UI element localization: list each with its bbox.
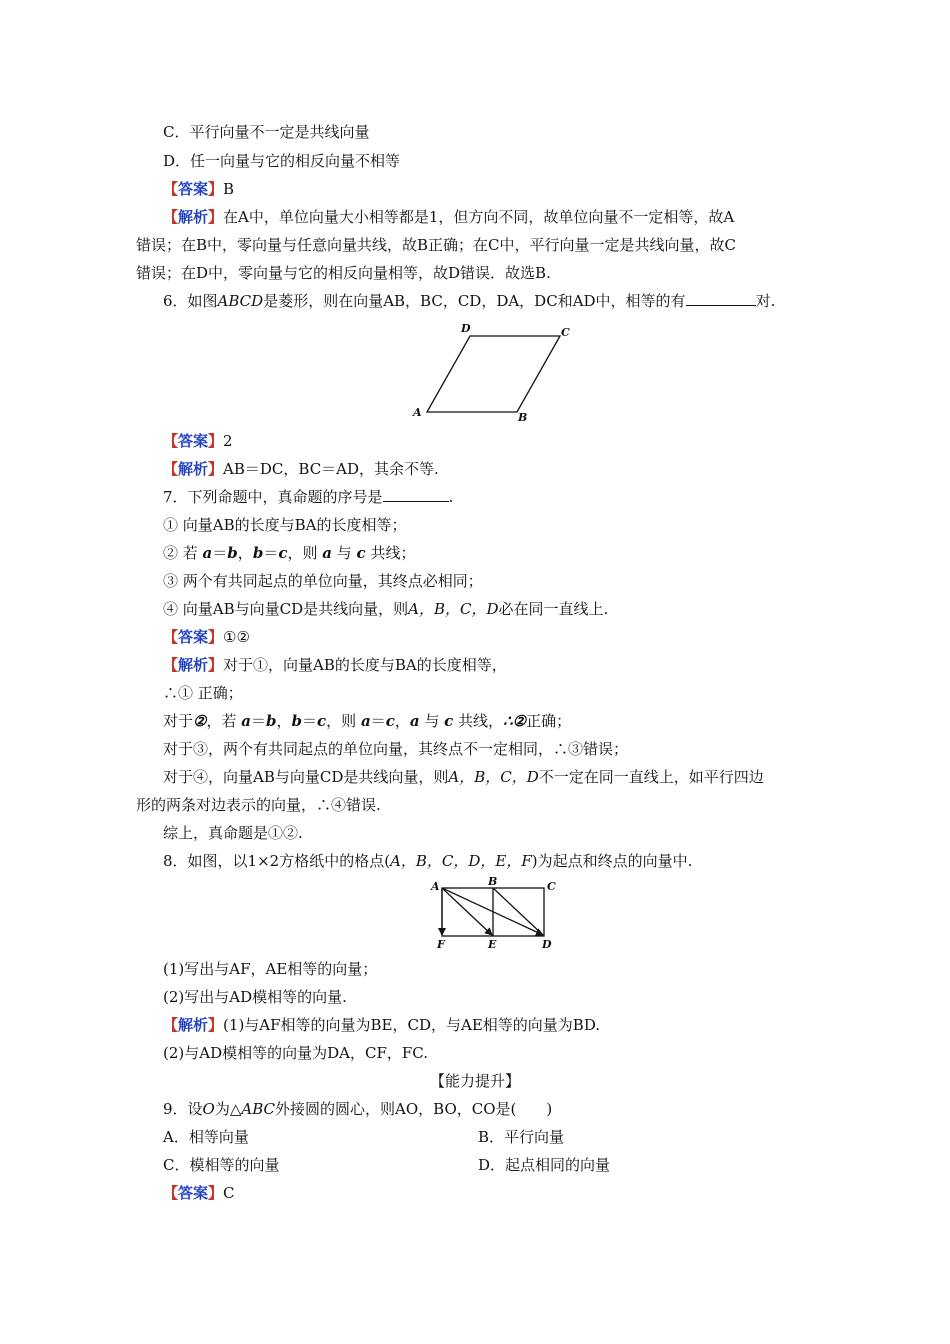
q7-analysis-5: 对于④，向量AB与向量CD是共线向量，则A，B，C，D不一定在同一直线上，如平行四边 [163,768,764,786]
q7-prop-1: ① 向量AB的长度与BA的长度相等； [163,516,407,534]
grid-figure [425,876,560,952]
q5-option-d: D．任一向量与它的相反向量不相等 [163,152,401,170]
q9-option-a: A．相等向量 [163,1128,249,1146]
q9-option-c: C．模相等的向量 [163,1156,280,1174]
grid-label-f: F [437,938,445,951]
q7-prop-3: ③ 两个有共同起点的单位向量，其终点必相同； [163,572,483,590]
q5-analysis-line-2: 错误；在B中，零向量与任意向量共线，故B正确；在C中，平行向量一定是共线向量，故C [136,236,737,254]
q6-analysis: 【解析】AB＝DC，BC＝AD，其余不等. [163,460,439,478]
q9-stem: 9．设O为△ABC外接圆的圆心，则AO，BO，CO是( ) [163,1100,553,1118]
rhombus-label-d: D [461,322,471,335]
q7-analysis-4: 对于③，两个有共同起点的单位向量，其终点不一定相同，∴③错误； [163,740,629,758]
section-heading: 【能力提升】 [429,1072,520,1090]
q7-answer: 【答案】①② [163,628,250,646]
q7-analysis-6: 形的两条对边表示的向量，∴④错误. [136,796,381,814]
q7-analysis-7: 综上，真命题是①②. [163,824,303,842]
q7-prop-4: ④ 向量AB与向量CD是共线向量，则A，B，C，D必在同一直线上. [163,600,609,618]
q9-option-b: B．平行向量 [478,1128,565,1146]
q8-analysis-2: (2)与AD模相等的向量为DA，CF，FC. [163,1044,428,1062]
q7-blank [383,487,449,502]
q5-analysis-line-3: 错误；在D中，零向量与它的相反向量相等，故D错误．故选B. [136,264,551,282]
q9-option-d: D．起点相同的向量 [478,1156,611,1174]
q7-analysis-1: 【解析】对于①，向量AB的长度与BA的长度相等， [163,656,507,674]
q7-stem: 7．下列命题中，真命题的序号是 . [163,488,454,506]
q7-analysis-2: ∴① 正确； [163,684,243,702]
q6-blank [686,291,756,306]
q8-sub-2: (2)写出与AD模相等的向量. [163,988,347,1006]
grid-label-e: E [488,938,497,951]
grid-label-d: D [542,938,552,951]
rhombus-label-c: C [561,326,570,339]
q8-sub-1: (1)写出与AF，AE相等的向量； [163,960,378,978]
rhombus-label-a: A [413,406,422,419]
q5-answer: 【答案】B [163,180,235,198]
grid-label-a: A [431,880,440,893]
q8-stem: 8．如图，以1×2方格纸中的格点(A，B，C，D，E，F)为起点和终点的向量中. [163,852,693,870]
q9-answer: 【答案】C [163,1184,235,1202]
q5-option-c: C．平行向量不一定是共线向量 [163,123,370,141]
q7-prop-2: ② 若 a＝b，b＝c，则 a 与 c 共线； [163,544,416,562]
q7-analysis-3: 对于②，若 a＝b，b＝c，则 a＝c，a 与 c 共线，∴②正确； [163,712,572,730]
grid-label-b: B [488,876,498,888]
vector-ae [442,888,492,935]
q8-analysis-1: 【解析】(1)与AF相等的向量为BE，CD，与AE相等的向量为BD. [163,1016,601,1034]
rhombus-shape [427,336,560,412]
rhombus-figure [405,318,585,426]
q6-stem: 6．如图ABCD是菱形，则在向量AB，BC，CD，DA，DC和AD中，相等的有 对. [163,292,776,310]
segment-bd [493,888,543,935]
rhombus-label-b: B [518,411,528,424]
q6-answer: 【答案】2 [163,432,233,450]
grid-label-c: C [547,880,556,893]
q5-analysis-line-1: 【解析】在A中，单位向量大小相等都是1，但方向不同，故单位向量不一定相等，故A [163,208,735,226]
